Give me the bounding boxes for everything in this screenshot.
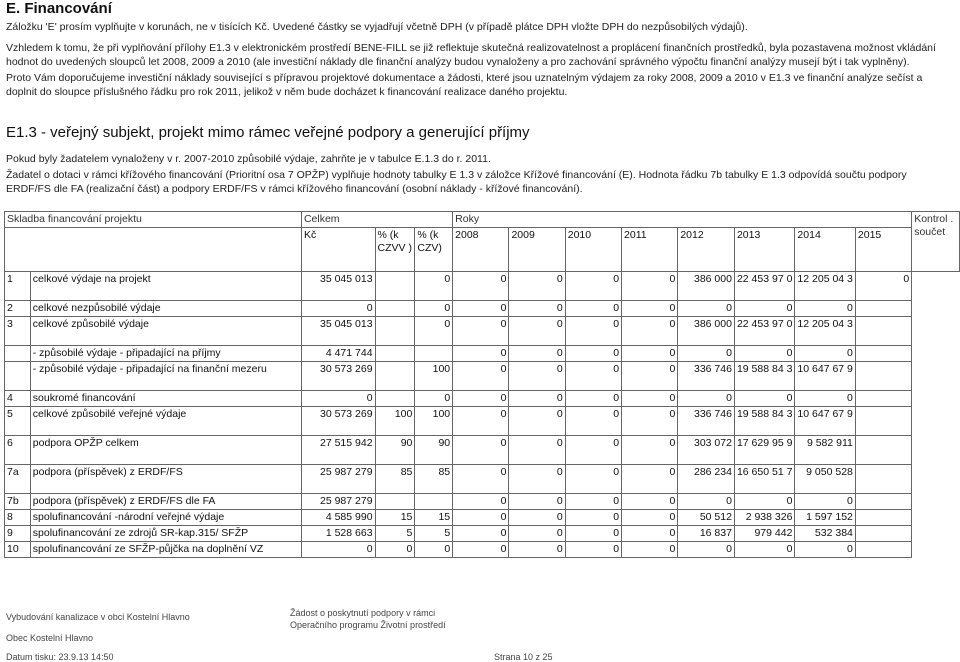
header-year-2008: 2008 <box>453 228 509 272</box>
row-year-value: 50 512 <box>678 510 735 526</box>
row-year-value: 0 <box>509 362 565 391</box>
table-row <box>5 436 960 465</box>
row-pct-czvv: 15 <box>375 510 415 526</box>
row-year-value: 9 582 911 <box>795 436 855 465</box>
row-control-sum <box>855 407 911 436</box>
row-year-value: 0 <box>622 510 678 526</box>
header-kc: Kč <box>301 228 375 272</box>
row-year-value: 0 <box>509 391 565 407</box>
intro-text-3: Proto Vám doporučujeme investiční náklady související s přípravou projektové dokumentace a žádosti, které jsou uznatelným výdajem za roky 2008, 2009 a 2010 v E1.3 ve finanční analýze sečíst a doplnit do sloupce příslušného řádku pro rok 2011, jelikož v něm bude docházet k financování realizace daného projektu. <box>6 72 923 98</box>
page-title: E. Financování <box>6 0 112 17</box>
row-year-value: 286 234 <box>678 465 735 494</box>
row-year-value: 0 <box>509 301 565 317</box>
table-row <box>5 317 960 346</box>
note-paragraph-1: Pokud byly žadatelem vynaloženy v r. 2007-2010 způsobilé výdaje, zahrňte je v tabulce E.1.3 do r. 2011. <box>6 153 491 165</box>
row-year-value: 0 <box>565 510 621 526</box>
row-pct-czv: 100 <box>415 407 453 436</box>
row-total-kc: 27 515 942 <box>301 436 375 465</box>
row-total-kc: 35 045 013 <box>301 317 375 346</box>
row-year-value: 0 <box>622 317 678 346</box>
table-row <box>5 465 960 494</box>
row-pct-czvv: 0 <box>375 542 415 558</box>
table-row <box>5 494 960 510</box>
row-control-sum <box>855 542 911 558</box>
footer-print-date: Datum tisku: 23.9.13 14:50 <box>6 652 114 662</box>
row-number: 2 <box>5 301 31 317</box>
table-row <box>5 526 960 542</box>
row-year-value: 0 <box>678 346 735 362</box>
row-total-kc: 4 471 744 <box>301 346 375 362</box>
row-pct-czv: 0 <box>415 301 453 317</box>
row-total-kc: 30 573 269 <box>301 407 375 436</box>
row-total-kc: 25 987 279 <box>301 465 375 494</box>
row-label: spolufinancování -národní veřejné výdaje <box>30 510 301 526</box>
row-year-value: 0 <box>565 391 621 407</box>
row-pct-czv <box>415 346 453 362</box>
row-year-value: 16 650 51 7 <box>734 465 794 494</box>
row-number: 10 <box>5 542 31 558</box>
header-total: Celkem <box>301 212 452 228</box>
row-number: 7b <box>5 494 31 510</box>
table-row <box>5 542 960 558</box>
row-year-value: 0 <box>622 542 678 558</box>
row-pct-czv: 15 <box>415 510 453 526</box>
row-number: 8 <box>5 510 31 526</box>
row-number: 9 <box>5 526 31 542</box>
header-year-2011: 2011 <box>622 228 678 272</box>
row-pct-czv: 5 <box>415 526 453 542</box>
row-pct-czv: 85 <box>415 465 453 494</box>
row-pct-czv: 0 <box>415 272 453 301</box>
table-row <box>5 510 960 526</box>
header-year-2015: 2015 <box>855 228 911 272</box>
row-year-value: 0 <box>565 526 621 542</box>
footer-page-number: Strana 10 z 25 <box>494 652 553 662</box>
intro-text-2: Vzhledem k tomu, že při vyplňování přílohy E1.3 v elektronickém prostředí BENE-FILL se již reflektuje skutečná realizovatelnost a proplácení finančních prostředků, byla pozastavena možnost vkládání hodnot do uvedených sloupců let 2008, 2009 a 2010 (ale investiční náklady dle finanční analýzy budou vynaloženy a pro zachování správného výpočtu finanční analýzy musejí být i tak vyplněny). <box>6 42 936 68</box>
row-year-value: 0 <box>453 494 509 510</box>
row-year-value: 0 <box>453 301 509 317</box>
row-pct-czv: 100 <box>415 362 453 391</box>
footer-request-line1: Žádost o poskytnutí podpory v rámci <box>290 608 436 618</box>
row-year-value: 0 <box>795 542 855 558</box>
row-year-value: 0 <box>453 391 509 407</box>
row-pct-czvv <box>375 301 415 317</box>
row-year-value: 0 <box>509 494 565 510</box>
row-year-value: 0 <box>734 391 794 407</box>
row-control-sum <box>855 391 911 407</box>
row-year-value: 0 <box>622 526 678 542</box>
row-year-value: 0 <box>509 407 565 436</box>
row-year-value: 0 <box>509 317 565 346</box>
row-number: 1 <box>5 272 31 301</box>
row-total-kc: 4 585 990 <box>301 510 375 526</box>
row-year-value: 386 000 <box>678 272 735 301</box>
financing-table <box>4 211 960 558</box>
row-pct-czvv <box>375 272 415 301</box>
row-label: celkové výdaje na projekt <box>30 272 301 301</box>
row-year-value: 0 <box>734 542 794 558</box>
row-year-value: 0 <box>453 317 509 346</box>
row-year-value: 0 <box>622 436 678 465</box>
row-number <box>5 346 31 362</box>
header-blank <box>5 228 302 272</box>
row-year-value: 0 <box>678 301 735 317</box>
row-number: 5 <box>5 407 31 436</box>
row-total-kc: 30 573 269 <box>301 362 375 391</box>
row-year-value: 0 <box>565 346 621 362</box>
row-year-value: 0 <box>509 346 565 362</box>
intro-text-1: Záložku 'E' prosím vyplňujte v korunách, ne v tisících Kč. Uvedené částky se vyjadřují včetně DPH (v případě plátce DPH vložte DPH do nezpůsobilých výdajů). <box>6 21 748 33</box>
row-year-value: 0 <box>565 362 621 391</box>
row-number: 6 <box>5 436 31 465</box>
row-label: celkové způsobilé výdaje <box>30 317 301 346</box>
row-label: celkové způsobilé veřejné výdaje <box>30 407 301 436</box>
row-pct-czv <box>415 494 453 510</box>
row-label: - způsobilé výdaje - připadající na finanční mezeru <box>30 362 301 391</box>
header-pct-czv: % (k CZV) <box>415 228 453 272</box>
row-year-value: 0 <box>453 407 509 436</box>
row-year-value: 0 <box>509 465 565 494</box>
row-year-value: 0 <box>453 346 509 362</box>
row-year-value: 9 050 528 <box>795 465 855 494</box>
row-year-value: 0 <box>565 301 621 317</box>
row-year-value: 0 <box>795 494 855 510</box>
row-year-value: 0 <box>453 542 509 558</box>
row-year-value: 0 <box>453 436 509 465</box>
header-pct-czvv: % (k CZVV ) <box>375 228 415 272</box>
header-year-2009: 2009 <box>509 228 565 272</box>
row-pct-czvv <box>375 362 415 391</box>
row-number: 3 <box>5 317 31 346</box>
row-year-value: 0 <box>795 391 855 407</box>
row-year-value: 0 <box>734 346 794 362</box>
section-title: E1.3 - veřejný subjekt, projekt mimo rámec veřejné podpory a generující příjmy <box>6 124 530 141</box>
row-control-sum <box>855 494 911 510</box>
row-pct-czvv: 90 <box>375 436 415 465</box>
row-year-value: 0 <box>565 317 621 346</box>
row-year-value: 0 <box>622 391 678 407</box>
row-year-value: 0 <box>509 526 565 542</box>
row-year-value: 17 629 95 9 <box>734 436 794 465</box>
header-composition: Skladba financování projektu <box>5 212 302 228</box>
row-control-sum <box>855 346 911 362</box>
row-year-value: 336 746 <box>678 407 735 436</box>
row-total-kc: 0 <box>301 391 375 407</box>
row-year-value: 22 453 97 0 <box>734 317 794 346</box>
row-year-value: 10 647 67 9 <box>795 362 855 391</box>
row-year-value: 12 205 04 3 <box>795 317 855 346</box>
row-year-value: 0 <box>734 301 794 317</box>
header-year-2014: 2014 <box>795 228 855 272</box>
row-control-sum <box>855 436 911 465</box>
row-number: 7a <box>5 465 31 494</box>
row-year-value: 336 746 <box>678 362 735 391</box>
row-pct-czvv: 85 <box>375 465 415 494</box>
row-year-value: 0 <box>622 465 678 494</box>
row-label: spolufinancování ze SFŽP-půjčka na doplnění VZ <box>30 542 301 558</box>
row-year-value: 0 <box>622 362 678 391</box>
row-year-value: 1 597 152 <box>795 510 855 526</box>
row-year-value: 386 000 <box>678 317 735 346</box>
row-pct-czvv <box>375 391 415 407</box>
row-year-value: 19 588 84 3 <box>734 407 794 436</box>
header-year-2013: 2013 <box>734 228 794 272</box>
row-year-value: 979 442 <box>734 526 794 542</box>
row-year-value: 0 <box>509 272 565 301</box>
row-label: podpora (příspěvek) z ERDF/FS <box>30 465 301 494</box>
row-year-value: 0 <box>509 542 565 558</box>
row-year-value: 0 <box>453 272 509 301</box>
row-year-value: 22 453 97 0 <box>734 272 794 301</box>
row-year-value: 0 <box>509 510 565 526</box>
row-year-value: 0 <box>565 436 621 465</box>
row-year-value: 0 <box>795 346 855 362</box>
row-year-value: 0 <box>565 465 621 494</box>
row-total-kc: 35 045 013 <box>301 272 375 301</box>
table-row <box>5 391 960 407</box>
row-pct-czvv <box>375 317 415 346</box>
row-year-value: 0 <box>622 494 678 510</box>
row-pct-czvv <box>375 494 415 510</box>
row-year-value: 12 205 04 3 <box>795 272 855 301</box>
row-year-value: 0 <box>509 436 565 465</box>
row-year-value: 0 <box>678 391 735 407</box>
row-year-value: 0 <box>565 407 621 436</box>
row-control-sum <box>855 510 911 526</box>
row-year-value: 532 384 <box>795 526 855 542</box>
row-total-kc: 25 987 279 <box>301 494 375 510</box>
table-row <box>5 272 960 301</box>
row-pct-czv: 0 <box>415 317 453 346</box>
footer-applicant: Obec Kostelní Hlavno <box>6 633 94 643</box>
header-year-2012: 2012 <box>678 228 735 272</box>
row-control-sum: 0 <box>855 272 911 301</box>
footer-project: Vybudování kanalizace v obci Kostelní Hlavno <box>6 612 190 622</box>
row-year-value: 0 <box>453 362 509 391</box>
row-total-kc: 0 <box>301 301 375 317</box>
row-total-kc: 1 528 663 <box>301 526 375 542</box>
row-pct-czv: 90 <box>415 436 453 465</box>
table-row <box>5 407 960 436</box>
row-year-value: 0 <box>565 494 621 510</box>
header-years: Roky <box>453 212 912 228</box>
header-year-2010: 2010 <box>565 228 621 272</box>
row-number: 4 <box>5 391 31 407</box>
row-pct-czv: 0 <box>415 391 453 407</box>
row-year-value: 0 <box>453 526 509 542</box>
note-paragraph-3: ERDF/FS dle FA (realizační část) a podpory ERDF/FS v rámci křížového financování (osobní náklady - křížové financování). <box>6 183 583 195</box>
row-control-sum <box>855 362 911 391</box>
table-row <box>5 346 960 362</box>
row-pct-czvv: 100 <box>375 407 415 436</box>
row-year-value: 0 <box>734 494 794 510</box>
row-year-value: 0 <box>622 346 678 362</box>
row-year-value: 19 588 84 3 <box>734 362 794 391</box>
table-row <box>5 301 960 317</box>
row-year-value: 10 647 67 9 <box>795 407 855 436</box>
row-year-value: 0 <box>565 272 621 301</box>
note-paragraph-2: Žadatel o dotaci v rámci křížového financování (Prioritní osa 7 OPŽP) vyplňuje hodnoty tabulky E 1.3 v záložce Křížové financování (E). Hodnota řádku 7b tabulky E 1.3 odpovídá součtu podpory <box>6 169 907 181</box>
row-year-value: 0 <box>678 542 735 558</box>
row-control-sum <box>855 317 911 346</box>
footer-request-line2: Operačního programu Životní prostředí <box>290 620 446 630</box>
row-year-value: 0 <box>622 301 678 317</box>
row-control-sum <box>855 526 911 542</box>
row-pct-czvv: 5 <box>375 526 415 542</box>
row-label: podpora (příspěvek) z ERDF/FS dle FA <box>30 494 301 510</box>
row-label: soukromé financování <box>30 391 301 407</box>
row-pct-czvv <box>375 346 415 362</box>
row-year-value: 0 <box>678 494 735 510</box>
row-year-value: 0 <box>622 272 678 301</box>
row-year-value: 2 938 326 <box>734 510 794 526</box>
row-year-value: 0 <box>453 465 509 494</box>
row-year-value: 0 <box>453 510 509 526</box>
row-year-value: 16 837 <box>678 526 735 542</box>
row-year-value: 0 <box>795 301 855 317</box>
row-label: - způsobilé výdaje - připadající na příjmy <box>30 346 301 362</box>
row-year-value: 0 <box>622 407 678 436</box>
table-row <box>5 362 960 391</box>
row-label: podpora OPŽP celkem <box>30 436 301 465</box>
row-year-value: 0 <box>565 542 621 558</box>
row-pct-czv: 0 <box>415 542 453 558</box>
row-control-sum <box>855 301 911 317</box>
row-label: spolufinancování ze zdrojů SR-kap.315/ SFŽP <box>30 526 301 542</box>
row-label: celkové nezpůsobilé výdaje <box>30 301 301 317</box>
header-control-sum: Kontrol . součet <box>912 212 960 272</box>
row-total-kc: 0 <box>301 542 375 558</box>
row-control-sum <box>855 465 911 494</box>
row-year-value: 303 072 <box>678 436 735 465</box>
row-number <box>5 362 31 391</box>
